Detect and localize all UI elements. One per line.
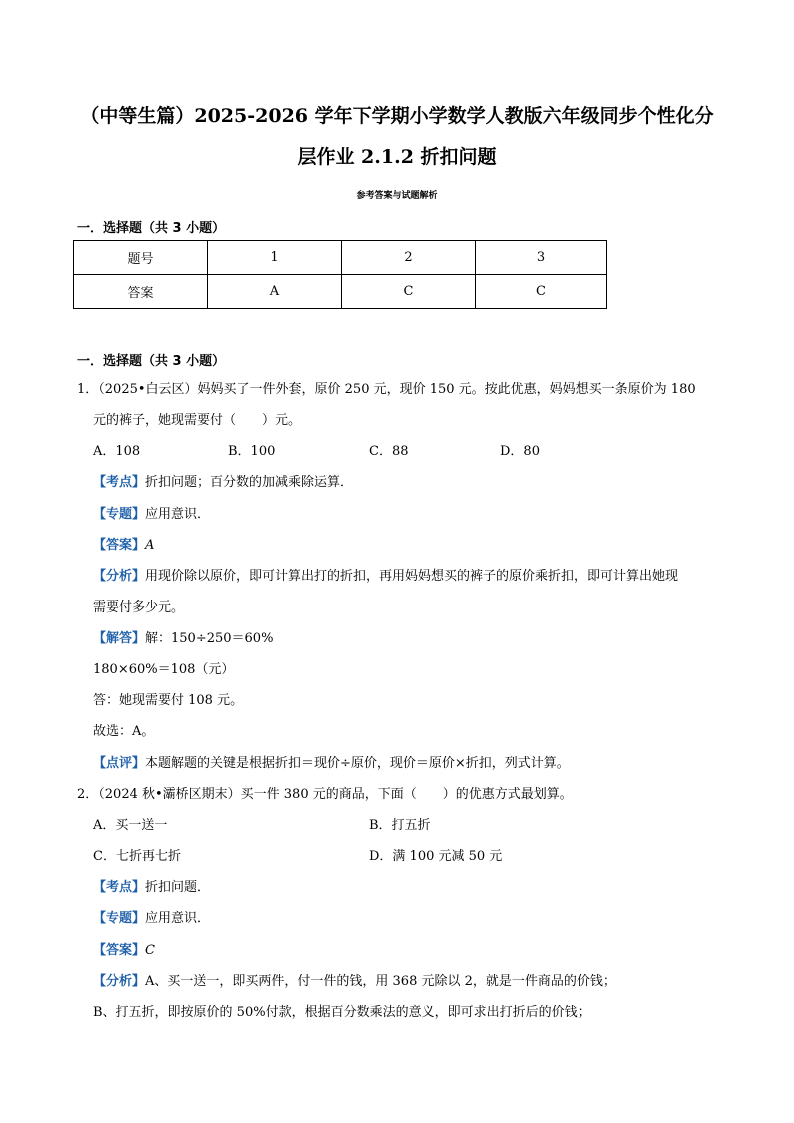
question-1-fenxi-line1	[93, 568, 678, 586]
section-heading-answers: 一．选择题（共 3 小题）	[77, 221, 226, 236]
question-1-option-a: A．108	[93, 444, 141, 459]
question-1-option-b: B．100	[228, 444, 276, 459]
question-1-answer	[93, 537, 154, 555]
answer-table	[73, 240, 607, 309]
question-1-jieda-line4: 故选：A。	[93, 724, 155, 739]
table-cell: 3	[476, 241, 607, 275]
kaodian-tag: 【考点】	[93, 880, 146, 895]
zhuanti-tag: 【专题】	[93, 507, 146, 522]
daan-text: A	[145, 538, 155, 553]
table-cell: 1	[208, 241, 342, 275]
question-1-stem-line1: 1．（2025•白云区）妈妈买了一件外套，原价 250 元，现价 150 元。按此优惠，妈妈想买一条原价为 180	[77, 382, 696, 397]
question-2-zhuanti	[93, 910, 210, 928]
document-title-line1: （中等生篇）2025-2026 学年下学期小学数学人教版六年级同步个性化分	[80, 105, 714, 127]
daan-text: C	[145, 943, 155, 958]
question-1-option-c: C．88	[369, 444, 409, 459]
zhuanti-tag: 【专题】	[93, 911, 146, 926]
question-2-fenxi-line1	[93, 973, 616, 991]
table-cell: 2	[342, 241, 476, 275]
question-1-dianping	[93, 755, 570, 773]
fenxi-text: A、买一送一，即买两件，付一件的钱，用 368 元除以 2，就是一件商品的价钱；	[145, 974, 616, 989]
document-title-line2: 层作业 2.1.2 折扣问题	[297, 146, 497, 168]
kaodian-text: 折扣问题；百分数的加减乘除运算．	[145, 475, 354, 490]
fenxi-tag: 【分析】	[93, 569, 146, 584]
table-cell: C	[342, 275, 476, 309]
question-2-fenxi-line2: B、打五折，即按原价的 50%付款，根据百分数乘法的意义，即可求出打折后的价钱；	[93, 1005, 591, 1020]
question-2-option-a: A．买一送一	[93, 818, 168, 833]
zhuanti-text: 应用意识．	[145, 911, 211, 926]
question-2-answer	[93, 942, 155, 960]
question-2-option-c: C．七折再七折	[93, 849, 181, 864]
table-cell: A	[208, 275, 342, 309]
question-2-kaodian	[93, 879, 210, 897]
question-1-jieda-line3: 答：她现需要付 108 元。	[93, 693, 244, 708]
fenxi-tag: 【分析】	[93, 974, 146, 989]
table-row	[74, 241, 607, 275]
question-2-option-b: B．打五折	[369, 818, 431, 833]
question-1-jieda-line1	[93, 630, 273, 648]
question-1-option-d: D．80	[500, 444, 540, 459]
daan-tag: 【答案】	[93, 943, 146, 958]
table-cell: C	[476, 275, 607, 309]
kaodian-tag: 【考点】	[93, 475, 146, 490]
jieda-text: 解：150÷250＝60%	[145, 631, 274, 646]
section-heading-questions: 一．选择题（共 3 小题）	[77, 354, 226, 369]
daan-tag: 【答案】	[93, 538, 146, 553]
jieda-tag: 【解答】	[93, 631, 146, 646]
table-cell: 答案	[74, 275, 208, 309]
zhuanti-text: 应用意识．	[145, 507, 211, 522]
question-1-stem-line2: 元的裤子，她现需要付（ ）元。	[93, 413, 302, 428]
question-1-zhuanti	[93, 506, 210, 524]
table-cell: 题号	[74, 241, 208, 275]
question-1-jieda-line2: 180×60%＝108（元）	[93, 662, 235, 677]
dianping-tag: 【点评】	[93, 756, 146, 771]
table-row	[74, 275, 607, 309]
question-2-stem: 2．（2024 秋•灞桥区期末）买一件 380 元的商品，下面（ ）的优惠方式最划算。	[77, 787, 573, 802]
dianping-text: 本题解题的关键是根据折扣＝现价÷原价，现价＝原价×折扣，列式计算。	[145, 756, 570, 771]
question-1-kaodian	[93, 474, 353, 492]
question-2-option-d: D．满 100 元减 50 元	[369, 849, 503, 864]
kaodian-text: 折扣问题．	[145, 880, 211, 895]
fenxi-text: 用现价除以原价，即可计算出打的折扣，再用妈妈想买的裤子的原价乘折扣，即可计算出她现	[145, 569, 679, 584]
document-subtitle: 参考答案与试题解析	[356, 191, 438, 201]
question-1-fenxi-line2: 需要付多少元。	[93, 600, 185, 615]
